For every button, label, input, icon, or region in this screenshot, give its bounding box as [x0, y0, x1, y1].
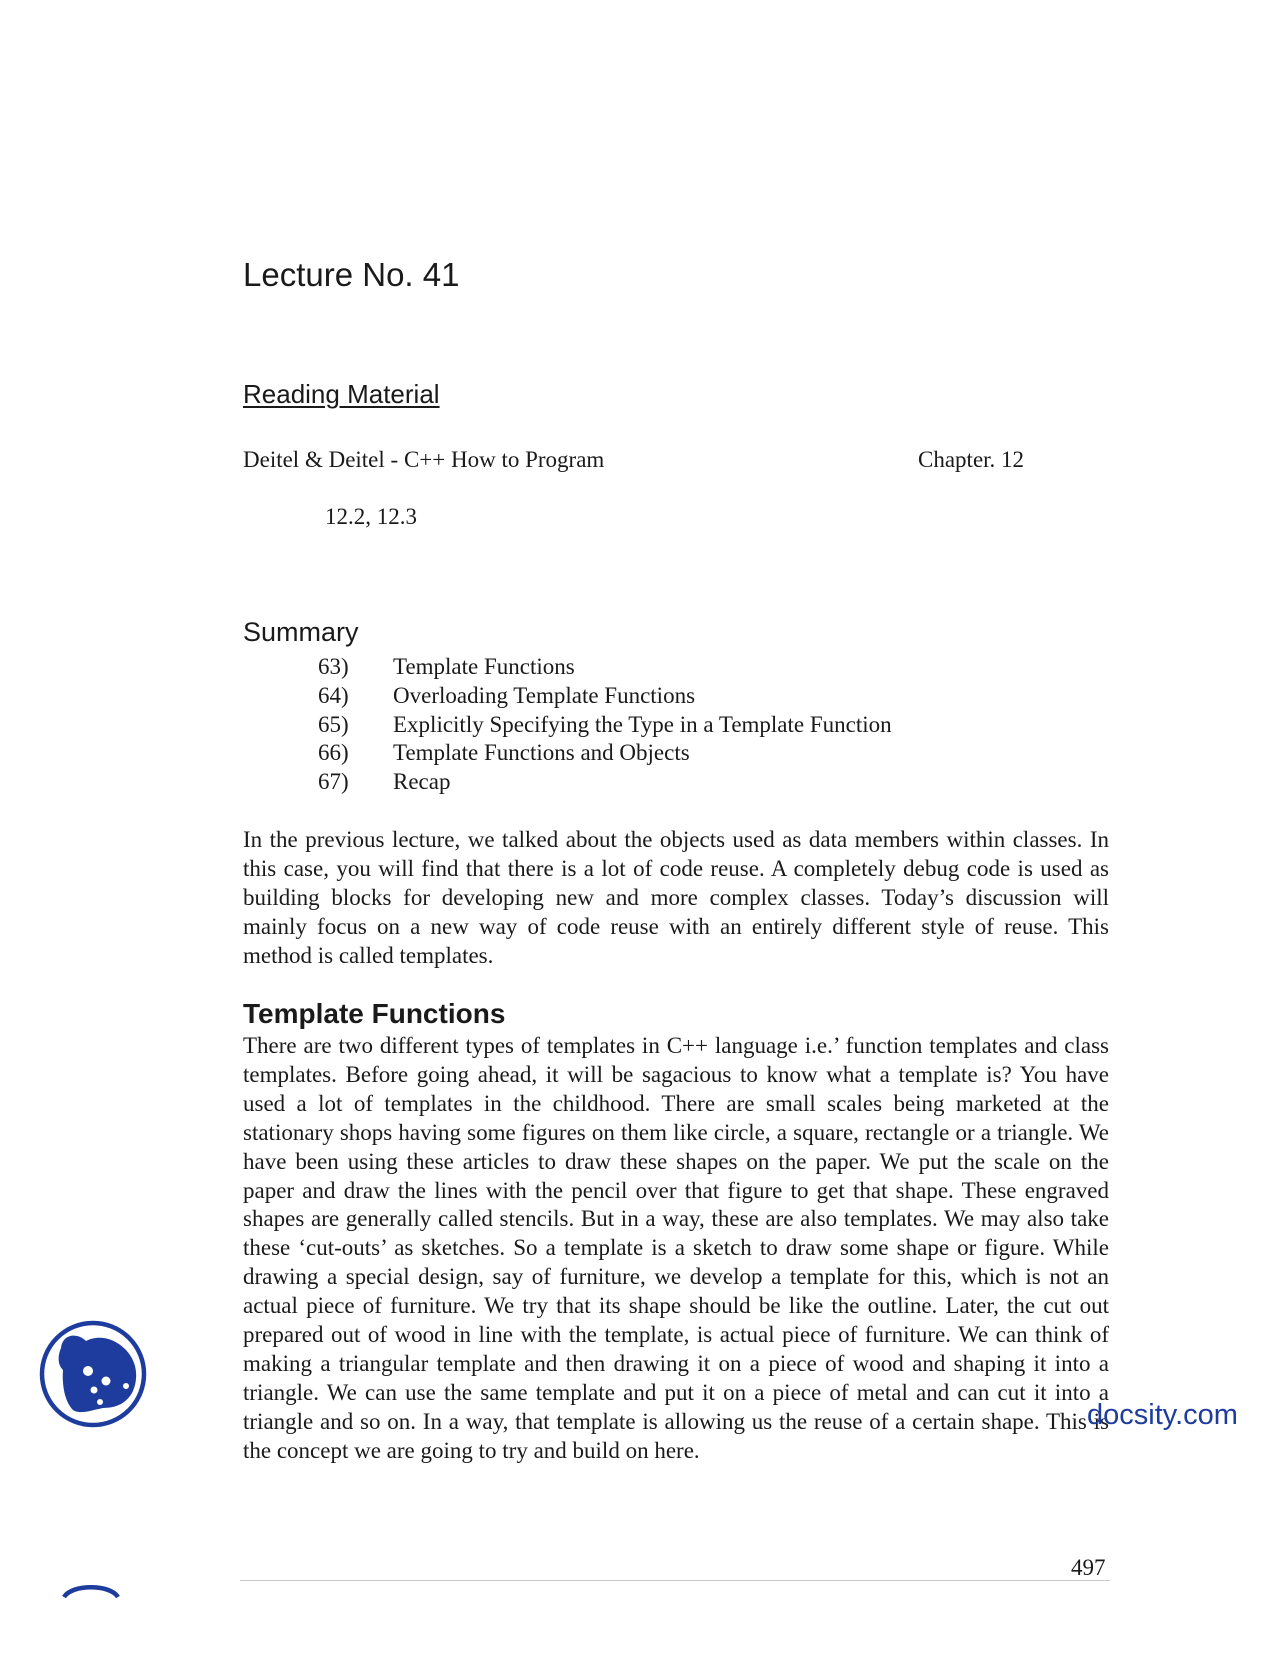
summary-item-text: Explicitly Specifying the Type in a Template Function — [393, 711, 892, 737]
reading-material-heading: Reading Material — [243, 379, 440, 409]
template-functions-paragraph: There are two different types of templates in C++ language i.e.’ function templates and class templates. Before going ahead, it will be sagacious to know what a template is? You have used a lot of templates in the childhood. There are small scales being marketed at the stationary shops having some figures on them like circle, a square, rectangle or a triangle. We have been using these articles to draw these shapes on the paper. We put the scale on the paper and draw the lines with the pencil over that figure to get that shape. These engraved shapes are generally called stencils. But in a way, these are also templates. We may also take these ‘cut-outs’ as sketches. So a template is a sketch to draw some shape or figure. While drawing a special design, say of furniture, we develop a template for this, which is not an actual piece of furniture. We try that its shape should be like the outline. Later, the cut out prepared out of wood in line with the template, is actual piece of furniture. We can think of making a triangular template and then drawing it on a piece of wood and shaping it into a triangle. We can use the same template and put it on a piece of metal and can cut it into a triangle and so on. In a way, that template is allowing us the reuse of a certain shape. This is the concept we are going to try and build on here. — [243, 1033, 1109, 1463]
intro-paragraph: In the previous lecture, we talked about the objects used as data members within classes. In this case, you will find that there is a lot of code reuse. A completely debug code is used as building blocks for developing new and more complex classes. Today’s discussion will mainly focus on a new way of code reuse with an entirely different style of reuse. This method is called templates. — [243, 827, 1109, 968]
summary-item-number: 63) — [318, 654, 349, 679]
summary-item-number: 67) — [318, 769, 349, 794]
reading-book: Deitel & Deitel - C++ How to Program — [243, 447, 605, 472]
summary-item — [318, 653, 892, 682]
summary-item — [318, 768, 892, 797]
docsity-watermark[interactable]: docsity.com — [1087, 1399, 1238, 1431]
template-functions-heading: Template Functions — [243, 998, 506, 1029]
summary-item-text: Template Functions and Objects — [393, 740, 690, 766]
docsity-logo-partial-icon — [62, 1578, 120, 1598]
page-number: 497 — [1071, 1555, 1106, 1580]
summary-item-text: Template Functions — [393, 654, 575, 679]
reading-sections: 12.2, 12.3 — [325, 504, 417, 529]
summary-item-number: 65) — [318, 711, 349, 737]
lecture-title: Lecture No. 41 — [243, 256, 460, 293]
footer-divider — [240, 1580, 1110, 1581]
summary-item-text: Overloading Template Functions — [393, 682, 696, 708]
reading-chapter: Chapter. 12 — [918, 447, 1025, 472]
summary-heading: Summary — [243, 617, 359, 647]
summary-item-number: 64) — [318, 682, 349, 708]
summary-item-text: Recap — [393, 769, 451, 794]
summary-list — [318, 653, 892, 797]
summary-item — [318, 739, 892, 768]
docsity-logo-icon — [37, 1318, 149, 1430]
summary-item-number: 66) — [318, 740, 349, 766]
summary-item — [318, 682, 892, 711]
summary-item — [318, 711, 892, 740]
